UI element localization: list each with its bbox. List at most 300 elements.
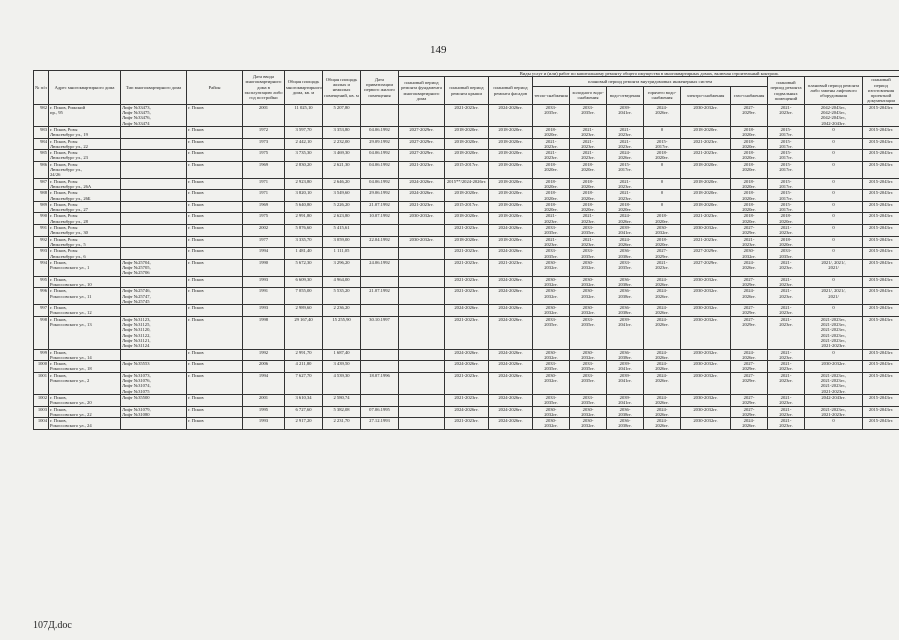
cell-year: 1992 [243,349,285,361]
cell-heat [533,213,570,225]
cell-line: 2020гг. [544,207,558,213]
cell-fund [399,276,445,288]
cell-line: 2021-2023гг. [821,343,846,349]
cell-district: г. Псков [187,288,243,305]
cell-line: 2029гг. [742,400,756,406]
cell-gas [731,276,768,288]
cell-line: Лифт №31074, [122,383,151,389]
cell-gas [731,259,768,276]
cell-sewer [607,259,644,276]
cell-line: г. Псков, Розы [50,248,78,254]
cell-heat [533,305,570,317]
header-priv-date: Дата приватизации первого жилого помещения [361,71,399,105]
cell-line: 2029гг. [742,411,756,417]
cell-area: 4 211,80 [285,361,323,373]
cell-heat [533,394,570,406]
cell-line: 2024- [743,418,755,424]
cell-line: 2021- [780,361,792,367]
cell-electro: 2030-2032гг. [681,361,731,373]
cell-area: 3 735,30 [285,150,323,162]
cell-basement [768,259,805,276]
cell-hot [644,259,681,276]
cell-priv: 29.06.1992 [361,190,399,202]
cell-line: 2018- [743,190,755,196]
cell-line: 2029гг. [742,230,756,236]
cell-line: 2027- [656,248,668,254]
cell-line: Рокоссовского ул., 20 [50,400,92,406]
cell-basement [768,418,805,430]
cell-line: 2021- [780,276,792,282]
cell-cold [570,394,607,406]
cell-line: 2023гг. [779,310,793,316]
cell-fund [399,406,445,418]
cell-type [121,213,187,225]
cell-line: г. Псков, [50,372,67,378]
cell-line: 2021- [780,259,792,265]
cell-line: 2039- [619,225,631,231]
header-address: Адрес многоквартирного дома [49,71,121,105]
cell-living: 2 646,20 [323,178,361,190]
cell-line: 2021- [619,126,631,132]
cell-line: 2023гг. [779,411,793,417]
cell-line: г. Псков, [50,349,67,355]
cell-line: 0 [660,201,664,207]
cell-line: 2032гг. [544,265,558,271]
cell-line: 2018- [743,150,755,156]
cell-line: 2018- [743,201,755,207]
cell-line: Лифт №31124 [122,343,150,349]
cell-district: г. Псков [187,372,243,394]
cell-gas [731,225,768,237]
cell-roof: 2018-2020гг. [445,190,489,202]
cell-line: 2017гг. [779,207,793,213]
cell-fund: 2021-2023гг. [399,161,445,178]
cell-line: 2023гг. [544,143,558,149]
cell-design: 2015-2043гг. [863,248,899,260]
cell-district: г. Псков [187,259,243,276]
cell-cold [570,361,607,373]
cell-gas [731,361,768,373]
cell-line: 2015- [780,126,792,132]
cell-roof: 2021-2023гг. [445,316,489,349]
cell-line: 2026гг. [742,423,756,429]
cell-line: 2024- [656,104,668,110]
cell-hot [644,406,681,418]
cell-priv: 04.06.1992 [361,161,399,178]
cell-cold [570,178,607,190]
cell-line: г. Псков, Розы [50,236,78,242]
header-num: № п/п [34,71,49,105]
cell-line: Лифт №25706 [122,270,150,276]
cell-type [121,104,187,126]
cell-priv: 04.06.1992 [361,126,399,138]
cell-hot [644,126,681,138]
cell-line: г. Псков, [50,316,67,322]
cell-hot [644,316,681,349]
cell-line: 2023гг. [581,218,595,224]
cell-line: Рокоссовского ул., 1 [50,265,90,271]
cell-fund [399,372,445,394]
cell-line: 2030- [582,276,594,282]
cell-line: 2017гг. [779,195,793,201]
cell-line: 2033- [582,372,594,378]
cell-line: 2020гг. [544,167,558,173]
cell-design: 2015-2043гг. [863,349,899,361]
cell-line: Лифт №31075 [122,388,150,394]
cell-line: 2024- [656,406,668,412]
cell-line: 2021- [780,349,792,355]
cell-line: 2024- [743,288,755,294]
cell-line: г. Псков, [50,288,67,294]
cell-heat [533,104,570,126]
cell-elevator [805,213,863,225]
cell-line: Лифт №33474 [122,120,150,126]
cell-line: 2023гг. [779,423,793,429]
cell-line: 2038гг. [618,411,632,417]
cell-line: 2042-2043гг. [821,394,846,400]
cell-elevator [805,288,863,305]
cell-basement [768,394,805,406]
cell-line: Рокоссовского ул., 10 [50,281,92,287]
cell-line: 2021/ [828,265,839,271]
cell-priv [361,276,399,288]
cell-line: 2042-2043гг., [820,115,847,121]
cell-line: 0 [832,150,835,156]
cell-line: 2035гг. [581,110,595,116]
cell-elevator [805,305,863,317]
cell-line: 2023гг. [779,281,793,287]
table-row [34,259,899,276]
cell-roof: 2021-2023гг. [445,104,489,126]
cell-line: Лифт №31121, [122,337,151,343]
cell-heat [533,126,570,138]
cell-electro: 2030-2032гг. [681,225,731,237]
cell-line: 2041гг. [618,378,632,384]
cell-year: 2001 [243,394,285,406]
cell-line: 2024- [656,394,668,400]
cell-gas [731,213,768,225]
cell-line: 2032гг. [544,378,558,384]
cell-line: 2030- [743,248,755,254]
header-hot: горячего водо-снабжения [644,86,681,104]
cell-line: 2020гг. [742,167,756,173]
table-row [34,201,899,213]
cell-line: 2023гг. [779,378,793,384]
cell-addr [49,248,121,260]
cell-district: г. Псков [187,236,243,248]
cell-addr [49,126,121,138]
cell-heat [533,349,570,361]
cell-n: 1000 [34,361,49,373]
cell-hot [644,394,681,406]
cell-electro: 2018-2020гг. [681,126,731,138]
cell-heat [533,225,570,237]
cell-living: 15 255,90 [323,316,361,349]
cell-design: 2015-2043гг. [863,161,899,178]
cell-living: 2 236,20 [323,305,361,317]
cell-line: 2033- [545,248,557,254]
cell-hot [644,418,681,430]
cell-basement [768,178,805,190]
cell-line: 2023гг. [618,183,632,189]
cell-line: 2039- [619,372,631,378]
cell-gas [731,316,768,349]
cell-line: 2015- [780,138,792,144]
cell-area: 7 627,70 [285,372,323,394]
cell-facade: 2024-2026гг. [489,104,533,126]
cell-sewer [607,150,644,162]
cell-heat [533,201,570,213]
cell-heat [533,288,570,305]
cell-line: 2018- [743,126,755,132]
cell-line: 2026гг. [618,218,632,224]
cell-line: 2020гг. [655,155,669,161]
cell-cold [570,406,607,418]
cell-line: 2035гг. [544,230,558,236]
cell-line: 2021- [780,316,792,322]
cell-line: Лифт №31080 [122,411,150,417]
cell-gas [731,394,768,406]
header-district: Район [187,71,243,105]
cell-district: г. Псков [187,190,243,202]
cell-type [121,305,187,317]
cell-line: 0 [660,190,664,196]
cell-n: 998 [34,316,49,349]
cell-area: 2 991,70 [285,349,323,361]
cell-electro: 2021-2023гг. [681,236,731,248]
cell-gas [731,349,768,361]
cell-area: 1 481,40 [285,248,323,260]
cell-line: 2030- [545,418,557,424]
cell-design: 2015-2043гг. [863,138,899,150]
cell-line: г. Псков, [50,259,67,265]
cell-line: 2020гг. [742,195,756,201]
header-design: плановый период изготовления проектной документации [863,77,899,104]
cell-addr [49,201,121,213]
cell-line: 2026гг. [655,411,669,417]
cell-line: 0 [832,138,835,144]
cell-living: 3 296,20 [323,259,361,276]
cell-line: 2023гг. [779,354,793,360]
cell-living: 3 059,00 [323,236,361,248]
cell-year: 1977 [243,236,285,248]
table-row [34,406,899,418]
cell-fund [399,316,445,349]
cell-line: пр., 95 [50,110,63,116]
cell-heat [533,138,570,150]
cell-line: 2026гг. [655,322,669,328]
cell-line: 2023гг. [779,265,793,271]
cell-cold [570,372,607,394]
cell-living: 5 415,61 [323,225,361,237]
cell-line: г. Псков, [50,276,67,282]
cell-basement [768,276,805,288]
cell-design: 2015-2043гг. [863,418,899,430]
cell-line: 2030- [545,372,557,378]
cell-line: 2018- [743,213,755,219]
cell-line: 2023гг. [779,400,793,406]
cell-line: 2030- [582,406,594,412]
header-fund: плановый период ремонта фундамента многоквартирного дома [399,77,445,104]
cell-line: Люксембург ул., 27 [50,207,88,213]
cell-line: г. Псков, Розы [50,213,78,219]
cell-cold [570,201,607,213]
cell-line: Люксембург ул., 26А [50,183,92,189]
cell-year: 1975 [243,213,285,225]
cell-line: 2038гг. [618,293,632,299]
cell-line: Лифт №33475, [122,110,151,116]
cell-year: 1998 [243,316,285,349]
cell-line: 2021- [656,259,668,265]
cell-line: 2020гг. [544,195,558,201]
cell-line: Рокоссовского ул., 22 [50,411,92,417]
cell-line: 2030-2032гг. [821,361,846,367]
header-electro: электро-снабжения [681,86,731,104]
cell-facade: 2024-2026гг. [489,225,533,237]
cell-line: 2041гг. [618,366,632,372]
cell-basement [768,316,805,349]
cell-line: 2020гг. [618,207,632,213]
cell-area: 3 335,70 [285,236,323,248]
cell-cold [570,248,607,260]
cell-n: 999 [34,349,49,361]
cell-line: 2033- [582,225,594,231]
cell-facade: 2018-2020гг. [489,138,533,150]
file-name: 107Д.doc [33,620,72,631]
cell-type [121,225,187,237]
cell-area: 2 917,20 [285,418,323,430]
cell-line: 2020гг. [779,218,793,224]
cell-line: 2018- [545,201,557,207]
cell-type [121,178,187,190]
cell-area: 2 923,80 [285,178,323,190]
cell-hot [644,201,681,213]
cell-roof: 2018-2020гг. [445,236,489,248]
cell-line: 2030- [545,276,557,282]
cell-line: 2033- [545,104,557,110]
cell-district: г. Псков [187,361,243,373]
cell-line: 2021- [780,225,792,231]
cell-roof: 2021-2023гг. [445,288,489,305]
cell-line: 2027- [743,305,755,311]
cell-district: г. Псков [187,161,243,178]
cell-line: 2023гг. [581,143,595,149]
cell-heat [533,190,570,202]
cell-n: 985 [34,150,49,162]
cell-line: 2036- [619,305,631,311]
cell-line: Рокоссовского ул., 2 [50,378,90,384]
cell-sewer [607,201,644,213]
header-roof: плановый период ремонта крыши [445,77,489,104]
cell-district: г. Псков [187,276,243,288]
cell-addr [49,225,121,237]
cell-addr [49,161,121,178]
cell-electro: 2030-2032гг. [681,372,731,394]
cell-fund [399,418,445,430]
cell-line: 2021- [582,150,594,156]
cell-design: 2015-2043гг. [863,394,899,406]
cell-line: 2032гг. [581,265,595,271]
cell-line: 2030- [582,288,594,294]
cell-area: 3 597,70 [285,126,323,138]
cell-n: 984 [34,138,49,150]
cell-line: 2026гг. [655,310,669,316]
cell-line: 2030- [545,305,557,311]
cell-line: 2027- [743,372,755,378]
cell-electro: 2018-2020гг. [681,178,731,190]
cell-cold [570,190,607,202]
cell-line: г. Псков, Розы [50,190,78,196]
cell-district: г. Псков [187,150,243,162]
cell-gas [731,418,768,430]
cell-line: 2018- [743,161,755,167]
cell-priv [361,394,399,406]
cell-fund [399,305,445,317]
cell-line: 2039- [619,361,631,367]
cell-electro: 2030-2032гг. [681,276,731,288]
cell-heat [533,161,570,178]
cell-line: 24/26 [50,172,61,178]
cell-sewer [607,316,644,349]
cell-living: 5 535,20 [323,288,361,305]
cell-line: 0 [832,126,835,132]
cell-sewer [607,418,644,430]
cell-line: 2027- [743,394,755,400]
cell-line: 2018- [545,178,557,184]
cell-year: 1990 [243,259,285,276]
cell-district: г. Псков [187,418,243,430]
cell-line: 2021- [582,126,594,132]
cell-addr [49,178,121,190]
cell-line: 2033- [545,394,557,400]
cell-line: г. Псков, [50,361,67,367]
cell-line: Лифт №33476, [122,115,151,121]
cell-roof: 2015-2017гг. [445,161,489,178]
cell-year: 1971 [243,178,285,190]
cell-hot [644,104,681,126]
cell-basement [768,236,805,248]
cell-addr [49,276,121,288]
cell-line: 2023гг. [779,322,793,328]
header-heat: тепло-снабжения [533,86,570,104]
cell-n: 1004 [34,418,49,430]
cell-line: 2029гг. [655,253,669,259]
cell-line: Лифт №25747, [122,293,151,299]
cell-gas [731,138,768,150]
cell-line: 2035гг. [581,378,595,384]
cell-cold [570,161,607,178]
header-work-group: Виды услуг и (или) работ по капитальному ремонту общего имущества в многоквартирных домах, включая строительный контроль [399,71,899,77]
cell-living: 5 382,08 [323,406,361,418]
cell-design: 2015-2043гг. [863,361,899,373]
cell-line: 2021- [780,418,792,424]
table-row [34,178,899,190]
cell-line: 2021/, 2021/, [821,259,846,265]
cell-year: 1971 [243,190,285,202]
header-basement: плановый период ремонта подвальных помещений [768,77,805,104]
cell-area: 11 025,10 [285,104,323,126]
cell-gas [731,288,768,305]
cell-line: Лифт №31122, [122,332,151,338]
cell-line: 2023гг. [581,132,595,138]
cell-addr [49,406,121,418]
cell-living: 1 687,40 [323,349,361,361]
cell-heat [533,259,570,276]
cell-line: г. Псков, [50,418,67,424]
cell-line: Лифт №25746, [122,288,151,294]
cell-living: 3 469,30 [323,150,361,162]
cell-basement [768,138,805,150]
